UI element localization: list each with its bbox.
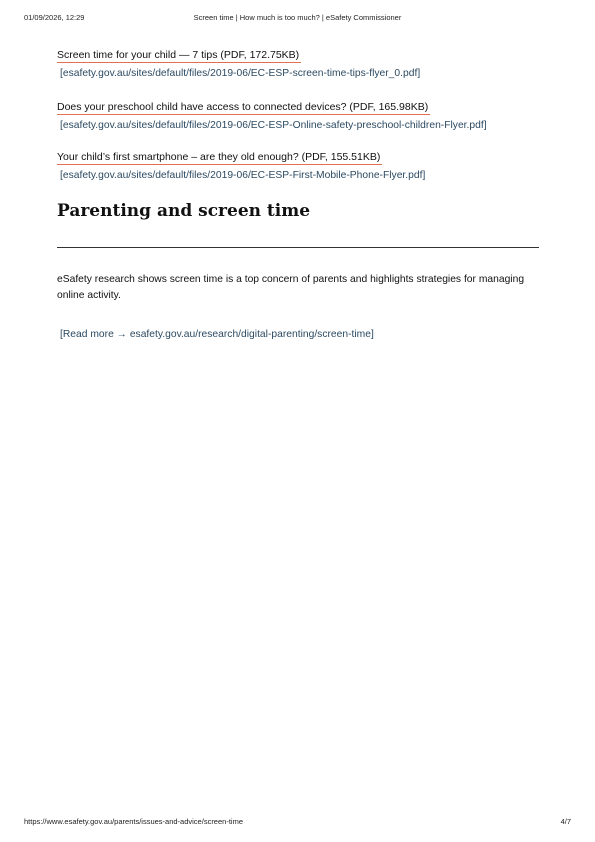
print-page-title: Screen time | How much is too much? | eSafety Commissioner xyxy=(193,13,402,22)
section-paragraph: eSafety research shows screen time is a top concern of parents and highlights strategies for managing online activity. xyxy=(57,274,525,301)
resource-url: [esafety.gov.au/sites/default/files/2019-06/EC-ESP-Online-safety-preschool-children-Flyer.pdf] xyxy=(60,120,487,131)
resource-item xyxy=(57,147,425,182)
print-datetime: 01/09/2026, 12:29 xyxy=(24,13,85,22)
section-divider xyxy=(57,247,539,248)
resource-link-screen-time-tips[interactable]: Screen time for your child — 7 tips (PDF, 172.75KB) xyxy=(57,49,300,61)
resource-item xyxy=(57,45,420,80)
resource-item xyxy=(57,97,487,132)
print-footer-url: https://www.esafety.gov.au/parents/issues-and-advice/screen-time xyxy=(24,817,243,826)
resource-link-preschool-devices[interactable]: Does your preschool child have access to connected devices? (PDF, 165.98KB) xyxy=(57,101,429,113)
read-more-link[interactable]: [Read more → esafety.gov.au/research/digital-parenting/screen-time] xyxy=(60,329,374,340)
section-heading: Parenting and screen time xyxy=(57,201,311,221)
resource-url: [esafety.gov.au/sites/default/files/2019-06/EC-ESP-First-Mobile-Phone-Flyer.pdf] xyxy=(60,170,426,181)
print-page-number: 4/7 xyxy=(560,817,571,826)
resource-url: [esafety.gov.au/sites/default/files/2019-06/EC-ESP-screen-time-tips-flyer_0.pdf] xyxy=(60,68,421,79)
resource-link-first-smartphone[interactable]: Your child’s first smartphone – are they old enough? (PDF, 155.51KB) xyxy=(57,151,381,163)
